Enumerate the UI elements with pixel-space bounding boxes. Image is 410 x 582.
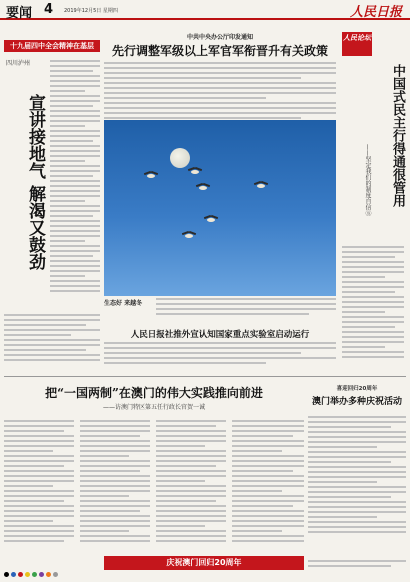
section-divider bbox=[4, 376, 406, 377]
bird-image bbox=[254, 182, 268, 189]
right-body-text bbox=[342, 246, 404, 366]
moon-image bbox=[170, 148, 190, 168]
footer-banner: 庆祝澳门回归20周年 bbox=[104, 556, 304, 570]
commentary-logo: 人民论坛 bbox=[342, 32, 372, 56]
bird-image bbox=[204, 216, 218, 223]
photo-credit: 生态好 来越冬 bbox=[104, 300, 143, 307]
right-headline: 中国式民主行得通很管用 bbox=[390, 64, 405, 207]
left-column bbox=[4, 24, 100, 372]
center-headline: 先行调整军级以上军官军衔晋升有关政策 bbox=[111, 44, 328, 58]
macau-subhead: ——访澳门特区第五任行政长官贺一诚 bbox=[102, 404, 205, 411]
issue-date: 2019年12月5日 星期四 bbox=[64, 8, 118, 14]
photo-caption bbox=[104, 298, 336, 324]
mid-body-text bbox=[104, 342, 336, 372]
left-headline: 宣讲接地气 解渴又鼓劲 bbox=[25, 94, 45, 270]
left-kicker: 四川泸州 bbox=[6, 60, 31, 67]
bird-image bbox=[188, 168, 202, 175]
macau-headline: 把“一国两制”在澳门的伟大实践推向前进 bbox=[45, 386, 263, 400]
center-kicker: 中共中央办公厅印发通知 bbox=[186, 34, 253, 41]
page-number: 4 bbox=[44, 2, 54, 17]
masthead-logo: 人民日报 bbox=[349, 5, 402, 20]
bird-image bbox=[196, 184, 210, 191]
mid-headline: 人民日报社推外宣认知国家重点实验室启动运行 bbox=[130, 330, 310, 340]
color-bar bbox=[4, 572, 100, 578]
celebration-kicker: 喜迎回归20周年 bbox=[336, 386, 378, 392]
celebration-story bbox=[308, 378, 406, 552]
news-photo bbox=[104, 120, 336, 296]
bird-image bbox=[182, 232, 196, 239]
macau-body-text bbox=[4, 420, 304, 552]
photo-caption-text bbox=[156, 298, 336, 318]
right-column bbox=[340, 24, 406, 372]
left-banner: 十九届四中全会精神在基层 bbox=[4, 40, 100, 52]
page-header bbox=[0, 0, 410, 20]
celebration-headline: 澳门举办多种庆祝活动 bbox=[311, 397, 402, 407]
celebration-body-text bbox=[308, 416, 406, 552]
bird-image bbox=[144, 172, 158, 179]
right-subhead: ——坚定我们的制度自信⑧ bbox=[364, 144, 371, 216]
footer-text bbox=[308, 560, 406, 578]
section-name: 要闻 bbox=[6, 6, 33, 21]
left-body-text bbox=[50, 60, 100, 300]
left-bottom-text bbox=[4, 314, 100, 364]
